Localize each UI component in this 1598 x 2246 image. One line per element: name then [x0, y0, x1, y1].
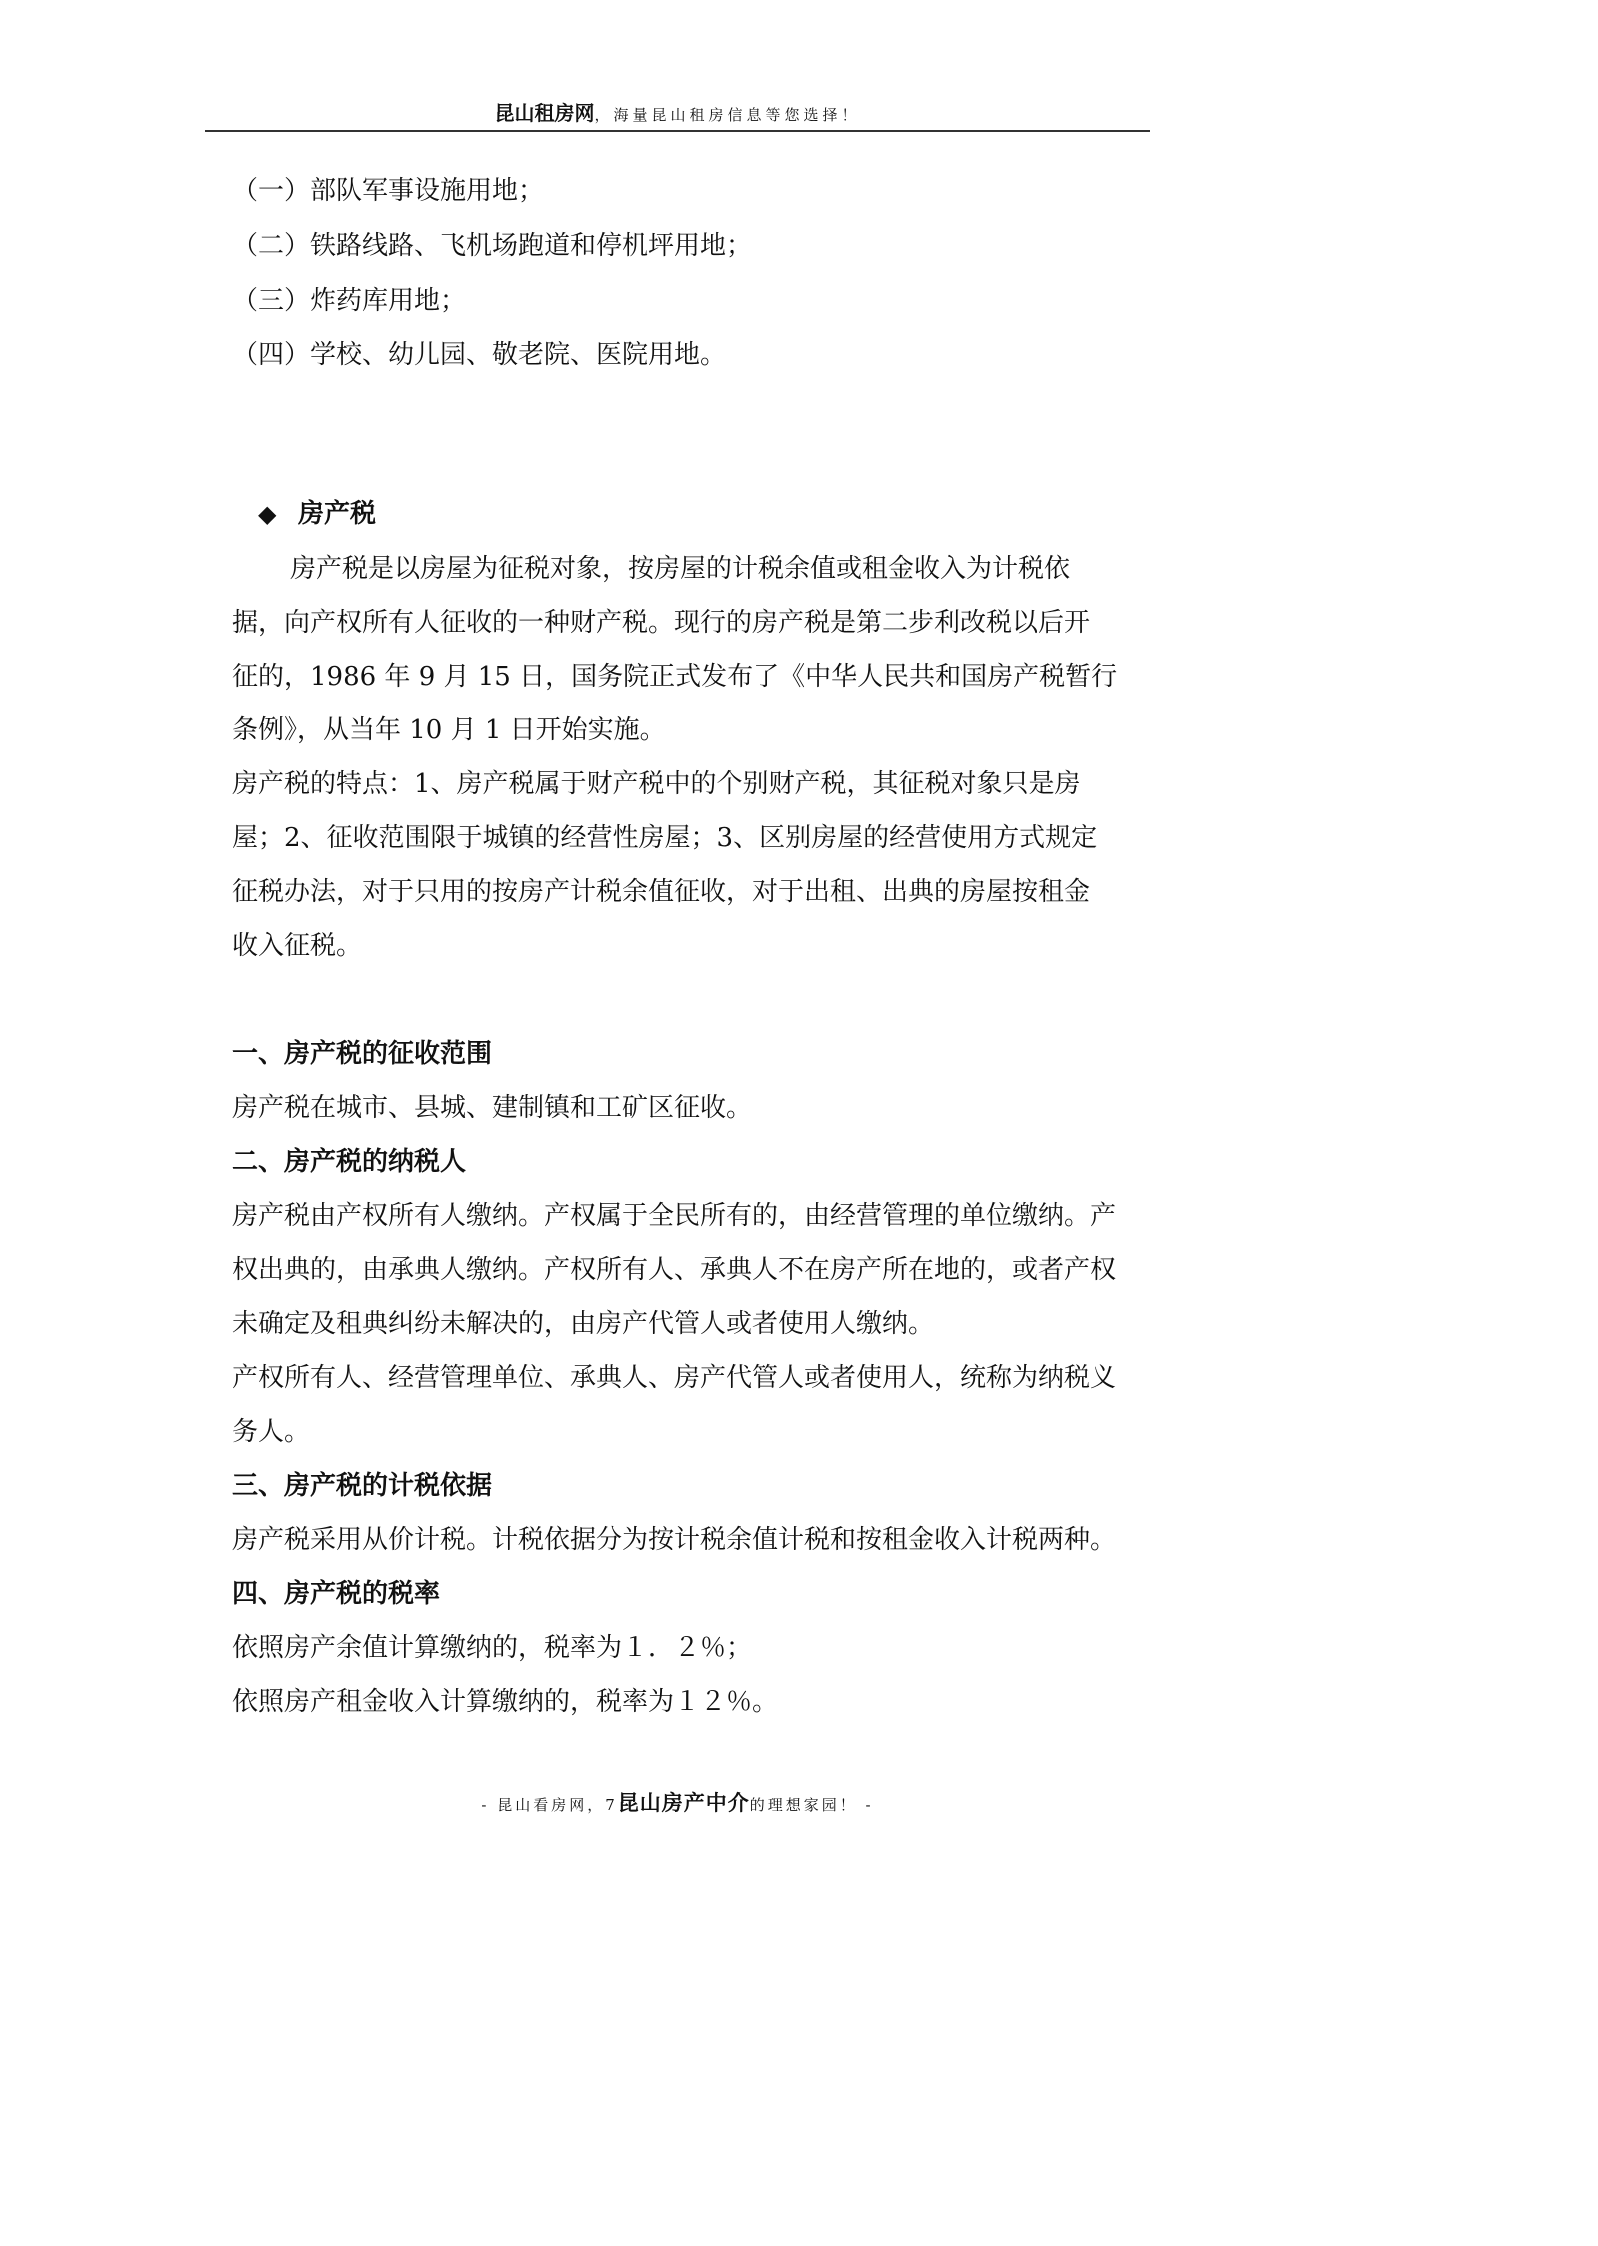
paragraph-line: 产权所有人、经营管理单位、承典人、房产代管人或者使用人，统称为纳税义 [232, 1363, 1117, 1393]
paragraph-line: 依照房产租金收入计算缴纳的，税率为１２％。 [232, 1687, 779, 1717]
section-title: 一、房产税的征收范围 [232, 1039, 493, 1069]
footer-prefix: - 昆山看房网，7 [481, 1796, 618, 1814]
list-item: （一）部队军事设施用地； [232, 176, 545, 206]
paragraph-line: 收入征税。 [232, 931, 363, 961]
diamond-bullet-icon: ◆ [258, 500, 277, 528]
list-item: （四）学校、幼儿园、敬老院、医院用地。 [232, 340, 727, 370]
paragraph-line: 征的，1986 年 9 月 15 日，国务院正式发布了《中华人民共和国房产税暂行 [232, 662, 1118, 692]
paragraph-line: 房产税由产权所有人缴纳。产权属于全民所有的，由经营管理的单位缴纳。产 [232, 1201, 1117, 1231]
section-title: 四、房产税的税率 [232, 1579, 441, 1609]
paragraph-line: 房产税采用从价计税。计税依据分为按计税余值计税和按租金收入计税两种。 [232, 1525, 1117, 1555]
page-header [205, 96, 1150, 132]
footer-brand: 昆山房产中介 [617, 1791, 750, 1815]
section-heading-house-tax [258, 496, 376, 532]
paragraph-line: 权出典的，由承典人缴纳。产权所有人、承典人不在房产所在地的，或者产权 [232, 1255, 1117, 1285]
section-title: 房产税 [298, 499, 377, 529]
paragraph-line: 条例》，从当年 10 月 1 日开始实施。 [232, 715, 666, 745]
paragraph-line: 房产税在城市、县城、建制镇和工矿区征收。 [232, 1093, 753, 1123]
paragraph-line: 依照房产余值计算缴纳的，税率为１．２％； [232, 1633, 753, 1663]
paragraph-line: 房产税是以房屋为征税对象，按房屋的计税余值或租金收入为计税依 [290, 554, 1071, 584]
paragraph-line: 务人。 [232, 1417, 311, 1447]
header-brand: 昆山租房网 [494, 101, 595, 125]
section-title: 二、房产税的纳税人 [232, 1147, 467, 1177]
paragraph-line: 征税办法，对于只用的按房产计税余值征收，对于出租、出典的房屋按租金 [232, 877, 1091, 907]
paragraph-line: 据，向产权所有人征收的一种财产税。现行的房产税是第二步利改税以后开 [232, 608, 1091, 638]
list-item: （二）铁路线路、飞机场跑道和停机坪用地； [232, 231, 753, 261]
paragraph-line: 房产税的特点：1、房产税属于财产税中的个别财产税，其征税对象只是房 [232, 769, 1081, 799]
footer-suffix: 的理想家园！ - [749, 1796, 874, 1814]
header-slogan: ，海量昆山租房信息等您选择！ [594, 106, 861, 124]
section-title: 三、房产税的计税依据 [232, 1471, 493, 1501]
paragraph-line: 屋；2、征收范围限于城镇的经营性房屋；3、区别房屋的经营使用方式规定 [232, 823, 1098, 853]
paragraph-line: 未确定及租典纠纷未解决的，由房产代管人或者使用人缴纳。 [232, 1309, 935, 1339]
list-item: （三）炸药库用地； [232, 286, 467, 316]
page-footer [205, 1788, 1150, 1820]
